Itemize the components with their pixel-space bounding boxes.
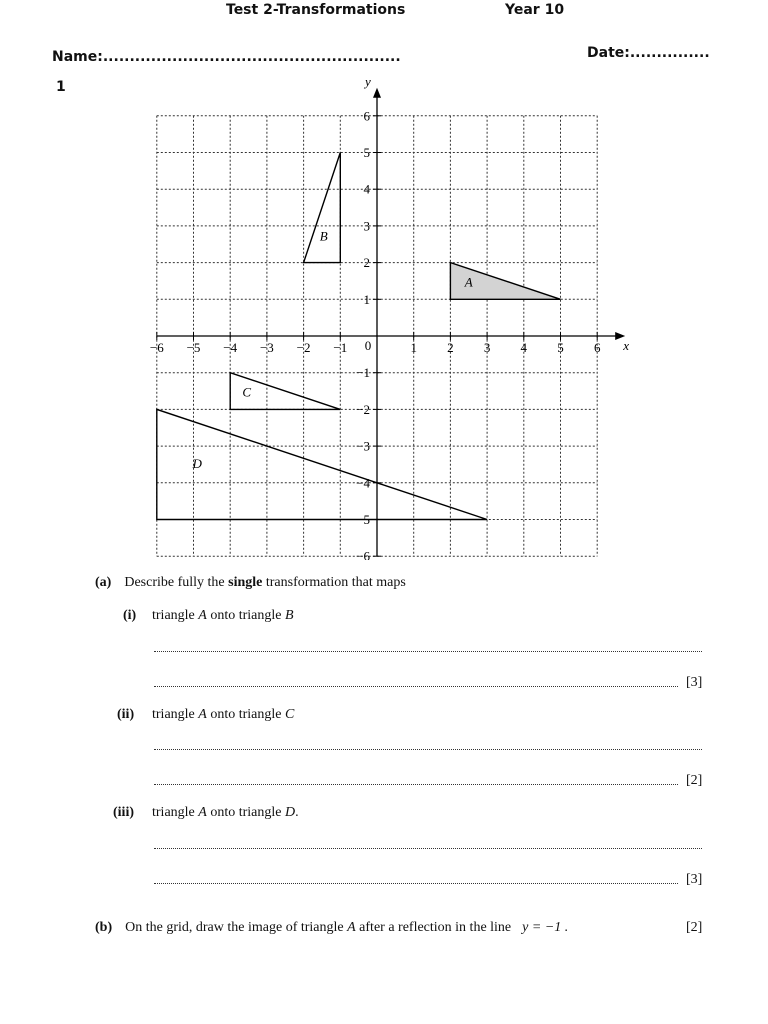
origin-label: 0 — [364, 338, 372, 353]
item-sym: C — [284, 707, 295, 722]
item-sym: A — [198, 707, 207, 722]
x-tick-label: −3 — [259, 340, 274, 355]
item-text: triangle — [152, 805, 199, 820]
answer-line-a-iii-1[interactable] — [154, 848, 702, 849]
item-text: onto triangle — [206, 707, 285, 722]
date-label: Date: — [587, 45, 630, 61]
x-tick-label: −6 — [149, 340, 164, 355]
part-a-ii-text — [152, 707, 294, 723]
year-label: Year 10 — [505, 2, 565, 18]
part-b-label: (b) — [95, 920, 113, 935]
x-tick-label: 3 — [483, 340, 491, 355]
triangle-b — [304, 153, 341, 263]
x-tick-label: −1 — [333, 340, 348, 355]
answer-line-a-ii-1[interactable] — [154, 749, 702, 750]
part-a-label: (a) — [95, 575, 112, 590]
x-tick-label: −2 — [296, 340, 311, 355]
part-b-text-pre: On the grid, draw the image of triangle — [125, 920, 348, 935]
part-a-text-bold: single — [228, 575, 263, 590]
part-a-i-number: (i) — [123, 608, 137, 623]
y-tick-label: 3 — [363, 218, 370, 234]
y-tick-label: 6 — [363, 108, 370, 124]
item-text: onto triangle — [206, 805, 285, 820]
x-tick-label: 2 — [447, 340, 454, 355]
marks-a-ii: [2] — [686, 773, 703, 788]
item-sym: A — [198, 608, 207, 623]
part-b-text-post: after a reflection in the line — [355, 920, 515, 935]
x-tick-label: 4 — [520, 340, 528, 355]
part-a-text-pre: Describe fully the — [124, 575, 229, 590]
part-a-iii-text — [152, 805, 299, 821]
x-tick-label: 5 — [557, 340, 564, 355]
marks-a-iii: [3] — [686, 872, 703, 887]
question-number: 1 — [56, 79, 66, 95]
marks-b: [2] — [686, 920, 703, 935]
y-tick-label: −4 — [356, 475, 370, 491]
y-axis-label: y — [365, 73, 371, 89]
item-text: onto triangle — [206, 608, 285, 623]
y-tick-label: 1 — [363, 291, 370, 307]
part-a-i-text — [152, 608, 294, 624]
part-a-prompt — [95, 575, 406, 591]
x-tick-label: 1 — [410, 340, 417, 355]
part-a-text-post: transformation that maps — [262, 575, 406, 590]
part-a-ii-number: (ii) — [117, 707, 135, 722]
part-b-sym: A — [347, 920, 356, 935]
triangle-b-label: B — [319, 228, 328, 244]
y-tick-label: −5 — [356, 512, 370, 527]
x-axis-label: x — [623, 338, 629, 353]
y-tick-label: −2 — [356, 401, 370, 417]
name-dots: ........................................................ — [102, 49, 401, 65]
triangle-a-label: A — [464, 274, 473, 290]
answer-line-a-i-1[interactable] — [154, 651, 702, 652]
item-sym: B — [284, 608, 294, 623]
y-tick-label: 5 — [363, 145, 370, 160]
item-sym: A — [198, 805, 207, 820]
answer-line-a-i-2[interactable] — [154, 686, 678, 687]
x-tick-label: −4 — [223, 340, 238, 355]
answer-line-a-ii-2[interactable] — [154, 784, 678, 785]
test-title: Test 2-Transformations — [226, 2, 406, 18]
answer-line-a-iii-2[interactable] — [154, 883, 678, 884]
y-axis-arrow — [373, 88, 381, 98]
item-sym: D — [284, 805, 296, 820]
y-tick-label: 4 — [363, 181, 370, 197]
item-text: triangle — [152, 608, 199, 623]
y-tick-label: −6 — [356, 548, 370, 560]
name-label: Name: — [52, 49, 103, 65]
y-tick-label: 2 — [363, 255, 370, 271]
x-tick-label: 6 — [593, 340, 601, 355]
part-b-equation: y = −1 . — [522, 920, 569, 935]
marks-a-i: [3] — [686, 675, 703, 690]
date-dots: ............... — [629, 45, 710, 61]
y-tick-label: −3 — [356, 438, 370, 454]
item-text: . — [295, 805, 299, 820]
triangle-d-label: D — [192, 456, 202, 472]
item-text: triangle — [152, 707, 199, 722]
y-tick-label: −1 — [356, 365, 370, 381]
triangle-d — [157, 409, 487, 519]
part-b-prompt — [95, 920, 568, 936]
triangle-c-label: C — [242, 384, 252, 400]
part-a-iii-number: (iii) — [113, 805, 134, 820]
x-tick-label: −5 — [186, 340, 201, 355]
